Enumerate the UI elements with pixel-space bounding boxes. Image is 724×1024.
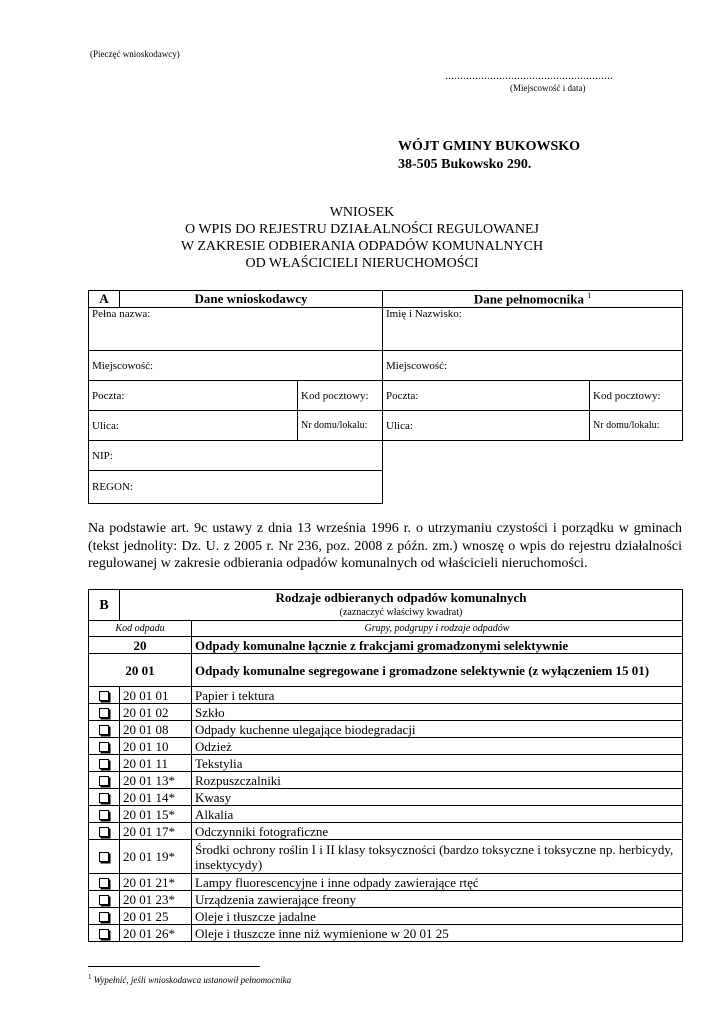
stamp-label: (Pieczęć wnioskodawcy) (90, 49, 180, 59)
footnote-text: Wypełnić, jeśli wnioskodawca ustanowił pełnomocnika (93, 975, 292, 985)
waste-checkbox[interactable] (89, 874, 120, 891)
section-b-table (88, 589, 683, 942)
waste-checkbox[interactable] (89, 925, 120, 942)
waste-name: Urządzenia zawierające freony (192, 891, 683, 908)
footnote (88, 973, 291, 985)
title-line-1: WNIOSEK (329, 205, 395, 220)
waste-row (89, 891, 683, 908)
waste-row (89, 738, 683, 755)
checkbox-icon (99, 827, 109, 837)
waste-checkbox[interactable] (89, 823, 120, 840)
proxy-post-office-field[interactable] (383, 381, 590, 411)
waste-name: Odpady kuchenne ulegające biodegradacji (192, 721, 683, 738)
waste-name: Papier i tektura (192, 687, 683, 704)
footnote-number: 1 (88, 973, 92, 981)
city-label: Miejscowość: (92, 359, 154, 372)
proxy-postal-code-label: Kod pocztowy: (593, 389, 661, 402)
waste-row (89, 925, 683, 942)
waste-row (89, 687, 683, 704)
waste-name: Odczynniki fotograficzne (192, 823, 683, 840)
waste-code: 20 01 13* (120, 772, 192, 789)
checkbox-icon (99, 895, 109, 905)
addressee-name: WÓJT GMINY BUKOWSKO (398, 139, 581, 154)
title-line-2: O WPIS DO REJESTRU DZIAŁALNOŚCI REGULOWANEJ (184, 222, 539, 237)
addressee-address: 38-505 Bukowsko 290. (398, 157, 532, 172)
waste-code: 20 01 15* (120, 806, 192, 823)
waste-row (89, 908, 683, 925)
proxy-city-label: Miejscowość: (386, 359, 448, 372)
waste-row (89, 874, 683, 891)
group-20-code: 20 (89, 637, 192, 654)
checkbox-icon (99, 929, 109, 939)
footnote-divider (88, 966, 260, 967)
waste-name: Oleje i tłuszcze jadalne (192, 908, 683, 925)
section-b-title: Rodzaje odbieranych odpadów komunalnych (275, 590, 527, 605)
post-office-field[interactable] (89, 381, 298, 411)
waste-row (89, 806, 683, 823)
section-a-table (88, 290, 683, 504)
waste-name: Odzież (192, 738, 683, 755)
waste-name: Lampy fluorescencyjne i inne odpady zawierające rtęć (192, 874, 683, 891)
footnote-ref: 1 (587, 291, 592, 300)
nip-field[interactable] (89, 441, 383, 471)
waste-row (89, 704, 683, 721)
waste-row (89, 823, 683, 840)
checkbox-icon (99, 810, 109, 820)
waste-row (89, 772, 683, 789)
regon-field[interactable] (89, 471, 383, 504)
waste-row (89, 721, 683, 738)
waste-checkbox[interactable] (89, 806, 120, 823)
waste-code: 20 01 01 (120, 687, 192, 704)
waste-checkbox[interactable] (89, 704, 120, 721)
waste-checkbox[interactable] (89, 687, 120, 704)
waste-code: 20 01 21* (120, 874, 192, 891)
waste-checkbox[interactable] (89, 789, 120, 806)
waste-code: 20 01 26* (120, 925, 192, 942)
checkbox-icon (99, 852, 109, 862)
col-code-header: Kod odpadu (89, 621, 192, 637)
proxy-street-label: Ulica: (386, 419, 413, 432)
group-2001-name: Odpady komunalne segregowane i gromadzone selektywnie (z wyłączeniem 15 01) (192, 654, 683, 687)
waste-row (89, 755, 683, 772)
proxy-street-field[interactable] (383, 411, 590, 441)
street-field[interactable] (89, 411, 298, 441)
post-office-label: Poczta: (92, 389, 125, 402)
proxy-header: Dane pełnomocnika $^1$ (383, 291, 683, 308)
legal-basis-paragraph: Na podstawie art. 9c ustawy z dnia 13 września 1996 r. o utrzymaniu czystości i porządku w gminach (tekst jednolity: Dz. U. z 2005 r. Nr 236, poz. 2008 z późn. zm.) wnoszę o wpis do rejestru działalności regulowanej w zakresie odbierania odpadów komunalnych od właścicieli nieruchomości. (88, 521, 682, 571)
postal-code-field[interactable] (298, 381, 383, 411)
waste-checkbox[interactable] (89, 738, 120, 755)
checkbox-icon (99, 776, 109, 786)
waste-name: Kwasy (192, 789, 683, 806)
waste-checkbox[interactable] (89, 772, 120, 789)
checkbox-icon (99, 759, 109, 769)
checkbox-icon (99, 691, 109, 701)
checkbox-icon (99, 708, 109, 718)
applicant-header: Dane wnioskodawcy (120, 291, 383, 308)
house-no-field[interactable] (298, 411, 383, 441)
waste-code: 20 01 02 (120, 704, 192, 721)
house-no-label: Nr domu/lokalu: (301, 420, 368, 432)
proxy-name-label: Imię i Nazwisko: (386, 308, 462, 321)
regon-label: REGON: (92, 481, 133, 494)
proxy-city-field[interactable] (383, 351, 683, 381)
postal-code-label: Kod pocztowy: (301, 389, 369, 402)
waste-checkbox[interactable] (89, 755, 120, 772)
waste-code: 20 01 23* (120, 891, 192, 908)
street-label: Ulica: (92, 419, 119, 432)
date-field[interactable]: ........................................................ (445, 68, 613, 82)
waste-name: Oleje i tłuszcze inne niż wymienione w 20 01 25 (192, 925, 683, 942)
waste-name: Tekstylia (192, 755, 683, 772)
waste-row (89, 789, 683, 806)
proxy-name-field[interactable] (383, 308, 683, 351)
section-b-letter: B (89, 590, 120, 621)
proxy-post-office-label: Poczta: (386, 389, 419, 402)
checkbox-icon (99, 878, 109, 888)
waste-checkbox[interactable] (89, 891, 120, 908)
waste-checkbox[interactable] (89, 840, 120, 874)
full-name-field[interactable] (89, 308, 383, 351)
title-line-4: OD WŁAŚCICIELI NIERUCHOMOŚCI (245, 256, 479, 271)
waste-code: 20 01 17* (120, 823, 192, 840)
waste-code: 20 01 25 (120, 908, 192, 925)
waste-name: Środki ochrony roślin I i II klasy toksyczności (bardzo toksyczne i toksyczne np. herbicydy, insektycydy) (192, 840, 683, 874)
checkbox-icon (99, 742, 109, 752)
section-b-header (120, 590, 683, 621)
waste-code: 20 01 11 (120, 755, 192, 772)
city-field[interactable] (89, 351, 383, 381)
proxy-house-no-label: Nr domu/lokalu: (593, 420, 660, 432)
waste-code: 20 01 10 (120, 738, 192, 755)
waste-row (89, 840, 683, 874)
group-20-name: Odpady komunalne łącznie z frakcjami gromadzonymi selektywnie (192, 637, 683, 654)
date-label: (Miejscowość i data) (510, 83, 586, 93)
section-a-letter: A (89, 291, 120, 308)
full-name-label: Pełna nazwa: (92, 308, 151, 321)
title-line-3: W ZAKRESIE ODBIERANIA ODPADÓW KOMUNALNYCH (180, 239, 544, 254)
proxy-postal-code-field[interactable] (590, 381, 683, 411)
proxy-house-no-field[interactable] (590, 411, 683, 441)
waste-code: 20 01 14* (120, 789, 192, 806)
waste-name: Szkło (192, 704, 683, 721)
checkbox-icon (99, 725, 109, 735)
section-b-subtitle: (zaznaczyć właściwy kwadrat) (339, 607, 463, 618)
group-2001-code: 20 01 (89, 654, 192, 687)
waste-code: 20 01 19* (120, 840, 192, 874)
waste-name: Rozpuszczalniki (192, 772, 683, 789)
col-groups-header: Grupy, podgrupy i rodzaje odpadów (192, 621, 683, 637)
checkbox-icon (99, 912, 109, 922)
waste-checkbox[interactable] (89, 908, 120, 925)
checkbox-icon (99, 793, 109, 803)
waste-checkbox[interactable] (89, 721, 120, 738)
nip-label: NIP: (92, 449, 113, 462)
waste-name: Alkalia (192, 806, 683, 823)
waste-code: 20 01 08 (120, 721, 192, 738)
